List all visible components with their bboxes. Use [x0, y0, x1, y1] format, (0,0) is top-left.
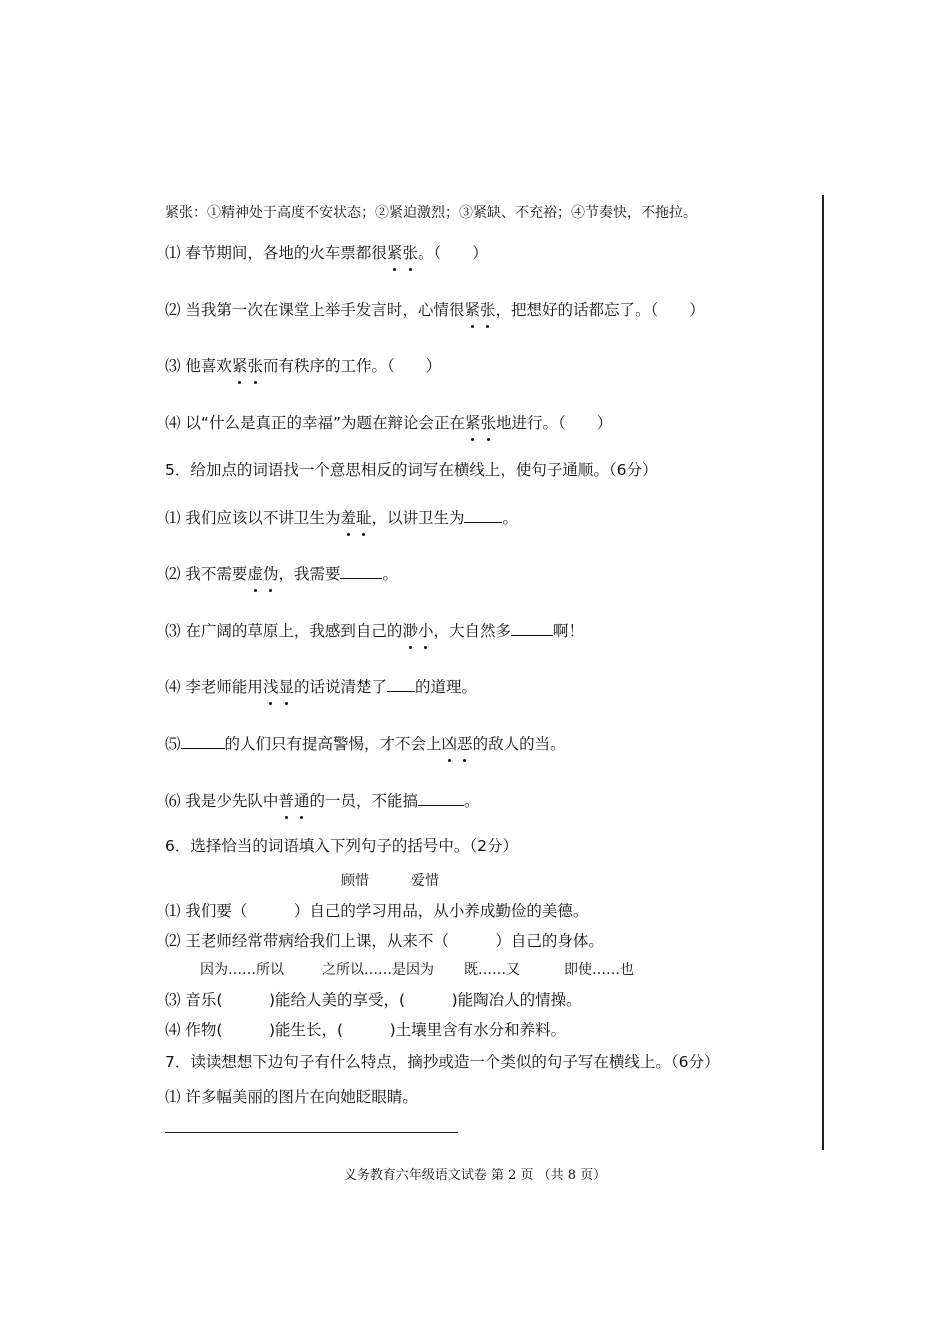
- q5-item-5: ⑸ 的人们只有提高警惕，才不会上凶恶的敌人的当。: [165, 735, 566, 753]
- answer-blank[interactable]: [464, 507, 502, 523]
- word-choice: 爱惜: [411, 873, 439, 889]
- answer-blank[interactable]: [418, 790, 464, 806]
- emphasis-char: 渺: [402, 622, 418, 640]
- emphasis-char: 显: [278, 678, 294, 696]
- answer-blank[interactable]: [340, 563, 382, 579]
- emphasis-char: 浅: [262, 678, 279, 696]
- page-footer: 义务教育六年级语文试卷 第 2 页 （共 8 页）: [343, 1168, 607, 1183]
- emphasis-char: 张: [479, 301, 496, 319]
- q4-item-2: ⑵ 当我第一次在课堂上举手发言时，心情很紧张，把想好的话都忘了。（ ）: [165, 301, 705, 319]
- q6-item-1: ⑴ 我们要（ ）自己的学习用品，从小养成勤俭的美德。: [165, 902, 589, 920]
- q5-item-1: ⑴ 我们应该以不讲卫生为羞耻，以讲卫生为 。: [165, 509, 518, 527]
- answer-blank[interactable]: [511, 620, 553, 636]
- answer-line[interactable]: [165, 1132, 458, 1133]
- emphasis-char: 羞: [340, 509, 356, 527]
- emphasis-char: 紧: [386, 244, 403, 262]
- word-choice: 既……又: [464, 962, 520, 978]
- q4-item-1: ⑴ 春节期间，各地的火车票都很紧张。（ ）: [165, 244, 488, 262]
- emphasis-char: 紧: [231, 357, 248, 375]
- q6-item-4: ⑷ 作物( )能生长，( )土壤里含有水分和养料。: [165, 1021, 567, 1039]
- emphasis-char: 紧: [465, 414, 481, 432]
- answer-blank[interactable]: [387, 676, 415, 692]
- q5-title: 5．给加点的词语找一个意思相反的词写在横线上，使句子通顺。（6分）: [165, 461, 658, 479]
- emphasis-char: 凶: [441, 735, 458, 753]
- margin-rule: [822, 195, 824, 1150]
- emphasis-char: 恶: [457, 735, 473, 753]
- q6-word-choices-2: [200, 960, 634, 980]
- emphasis-char: 虚: [247, 565, 263, 583]
- emphasis-char: 紧: [464, 301, 480, 319]
- q5-item-6: ⑹ 我是少先队中普通的一员，不能搞 。: [165, 792, 480, 810]
- q7-item-1: ⑴ 许多幅美丽的图片在向她眨眼睛。: [165, 1088, 418, 1106]
- word-choice: 顾惜: [341, 873, 369, 889]
- emphasis-char: 张: [480, 414, 497, 432]
- q5-item-4: ⑷ 李老师能用浅显的话说清楚了 的道理。: [165, 678, 477, 696]
- q7-title: 7．读读想想下边句子有什么特点，摘抄或造一个类似的句子写在横线上。（6分）: [165, 1053, 720, 1071]
- emphasis-char: 小: [417, 622, 434, 640]
- emphasis-char: 普: [278, 792, 294, 810]
- q6-title: 6．选择恰当的词语填入下列句子的括号中。（2分）: [165, 837, 518, 855]
- emphasis-char: 耻: [355, 509, 372, 527]
- emphasis-char: 张: [247, 357, 263, 375]
- q4-item-4: ⑷ 以“什么是真正的幸福”为题在辩论会正在紧张地进行。（ ）: [165, 414, 613, 432]
- q6-word-choices-1: [341, 871, 439, 891]
- emphasis-char: 伪: [262, 565, 279, 583]
- word-choice: 之所以……是因为: [322, 962, 434, 978]
- word-choice: 即使……也: [564, 962, 634, 978]
- q6-item-2: ⑵ 王老师经常带病给我们上课，从来不（ ）自己的身体。: [165, 932, 604, 950]
- q4-item-3: ⑶ 他喜欢紧张而有秩序的工作。（ ）: [165, 357, 442, 375]
- emphasis-char: 张: [402, 244, 418, 262]
- q5-item-2: ⑵ 我不需要虚伪，我需要 。: [165, 565, 398, 583]
- answer-blank[interactable]: [181, 733, 225, 749]
- definition-line: 紧张：①精神处于高度不安状态；②紧迫激烈；③紧缺、不充裕；④节奏快，不拖拉。: [165, 205, 697, 221]
- emphasis-char: 通: [293, 792, 310, 810]
- q6-item-3: ⑶ 音乐( )能给人美的享受，( )能陶冶人的情操。: [165, 991, 582, 1009]
- word-choice: 因为……所以: [200, 962, 284, 978]
- q5-item-3: ⑶ 在广阔的草原上，我感到自己的渺小，大自然多 啊！: [165, 622, 584, 640]
